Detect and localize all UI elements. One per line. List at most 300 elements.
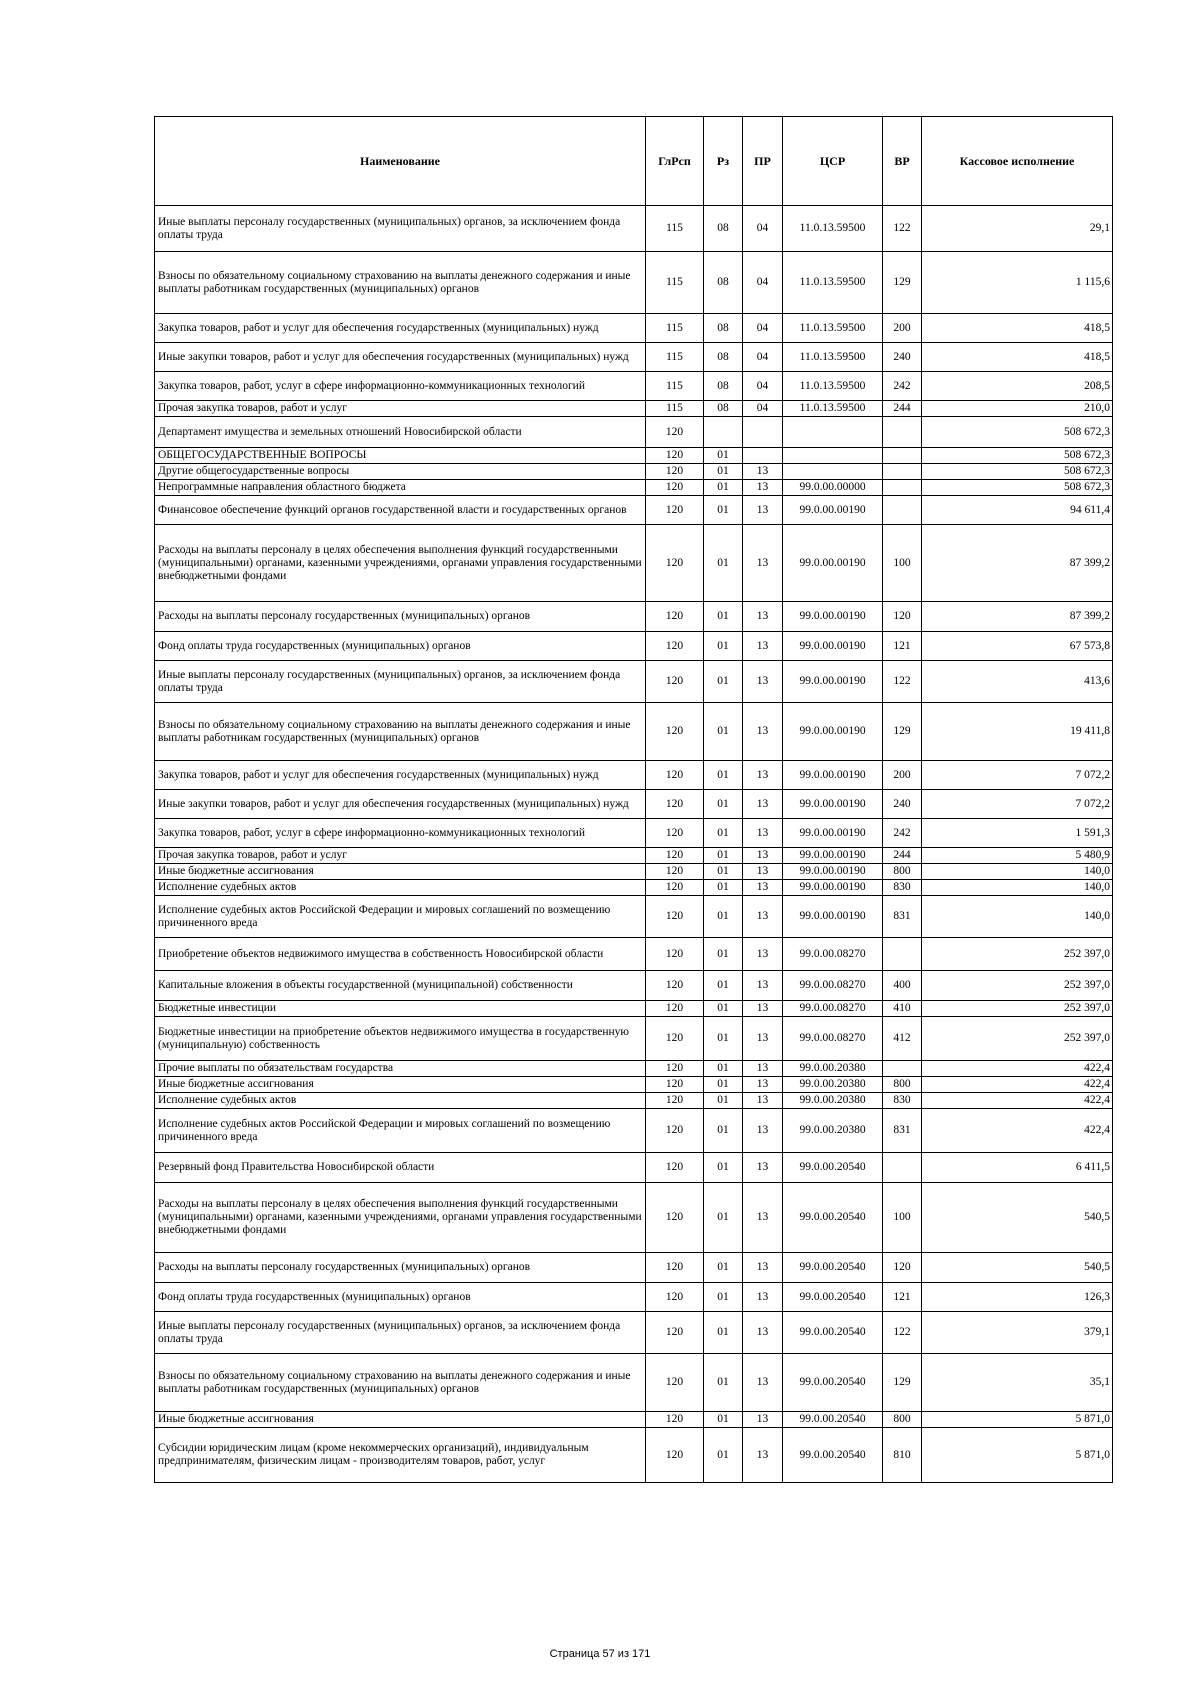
cell-amount: 140,0 — [922, 864, 1113, 880]
table-row — [155, 448, 1113, 464]
cell-glrsp: 115 — [646, 401, 704, 417]
cell-glrsp: 120 — [646, 1093, 704, 1109]
cell-vr — [883, 496, 922, 525]
table-row — [155, 1283, 1113, 1312]
table-row — [155, 401, 1113, 417]
table-row — [155, 1093, 1113, 1109]
cell-vr — [883, 448, 922, 464]
cell-amount: 208,5 — [922, 372, 1113, 401]
cell-vr — [883, 417, 922, 448]
table-row — [155, 1017, 1113, 1061]
cell-csr: 99.0.00.00190 — [783, 896, 883, 938]
cell-name: Иные выплаты персоналу государственных (муниципальных) органов, за исключением фонда оплаты труда — [155, 206, 646, 252]
cell-rz: 01 — [704, 1312, 743, 1354]
cell-rz: 01 — [704, 1061, 743, 1077]
table-row — [155, 1183, 1113, 1253]
cell-csr: 99.0.00.00190 — [783, 880, 883, 896]
cell-pr: 13 — [743, 864, 783, 880]
cell-rz: 01 — [704, 632, 743, 661]
table-row — [155, 703, 1113, 761]
cell-glrsp: 120 — [646, 496, 704, 525]
cell-rz: 01 — [704, 496, 743, 525]
cell-vr: 122 — [883, 661, 922, 703]
cell-pr: 13 — [743, 971, 783, 1001]
cell-pr: 13 — [743, 819, 783, 848]
cell-rz: 01 — [704, 1354, 743, 1412]
cell-name: Финансовое обеспечение функций органов государственной власти и государственных органов — [155, 496, 646, 525]
cell-vr: 200 — [883, 314, 922, 343]
cell-name: Капитальные вложения в объекты государственной (муниципальной) собственности — [155, 971, 646, 1001]
cell-pr: 13 — [743, 1061, 783, 1077]
cell-pr: 13 — [743, 525, 783, 602]
table-row — [155, 761, 1113, 790]
header-glrsp: ГлРсп — [646, 117, 704, 206]
cell-vr: 810 — [883, 1428, 922, 1483]
cell-rz: 01 — [704, 703, 743, 761]
cell-rz: 01 — [704, 1253, 743, 1283]
cell-csr: 99.0.00.08270 — [783, 971, 883, 1001]
cell-glrsp: 120 — [646, 819, 704, 848]
table-row — [155, 1354, 1113, 1412]
cell-amount: 540,5 — [922, 1253, 1113, 1283]
cell-rz: 01 — [704, 896, 743, 938]
cell-name: Фонд оплаты труда государственных (муниципальных) органов — [155, 1283, 646, 1312]
header-pr: ПР — [743, 117, 783, 206]
cell-amount: 5 871,0 — [922, 1428, 1113, 1483]
cell-amount: 252 397,0 — [922, 938, 1113, 971]
cell-rz: 01 — [704, 938, 743, 971]
cell-name: Приобретение объектов недвижимого имущества в собственность Новосибирской области — [155, 938, 646, 971]
cell-amount: 35,1 — [922, 1354, 1113, 1412]
cell-rz: 01 — [704, 1428, 743, 1483]
header-name: Наименование — [155, 117, 646, 206]
cell-rz: 08 — [704, 343, 743, 372]
cell-rz: 08 — [704, 401, 743, 417]
table-row — [155, 1109, 1113, 1153]
cell-vr: 240 — [883, 790, 922, 819]
cell-csr — [783, 448, 883, 464]
cell-glrsp: 120 — [646, 1017, 704, 1061]
table-row — [155, 496, 1113, 525]
cell-amount: 422,4 — [922, 1061, 1113, 1077]
cell-vr: 121 — [883, 632, 922, 661]
cell-csr — [783, 417, 883, 448]
cell-rz — [704, 417, 743, 448]
table-row — [155, 880, 1113, 896]
cell-csr: 99.0.00.00000 — [783, 480, 883, 496]
table-row — [155, 1253, 1113, 1283]
table-row — [155, 206, 1113, 252]
cell-rz: 01 — [704, 1283, 743, 1312]
cell-glrsp: 120 — [646, 1001, 704, 1017]
header-csr: ЦСР — [783, 117, 883, 206]
cell-amount: 508 672,3 — [922, 464, 1113, 480]
table-row — [155, 417, 1113, 448]
table-row — [155, 314, 1113, 343]
cell-name: Исполнение судебных актов — [155, 1093, 646, 1109]
cell-name: Непрограммные направления областного бюджета — [155, 480, 646, 496]
cell-amount: 418,5 — [922, 314, 1113, 343]
cell-amount: 19 411,8 — [922, 703, 1113, 761]
cell-rz: 01 — [704, 761, 743, 790]
cell-glrsp: 120 — [646, 1061, 704, 1077]
table-row — [155, 372, 1113, 401]
table-row — [155, 525, 1113, 602]
cell-name: Резервный фонд Правительства Новосибирской области — [155, 1153, 646, 1183]
cell-glrsp: 120 — [646, 632, 704, 661]
cell-glrsp: 120 — [646, 602, 704, 632]
cell-glrsp: 120 — [646, 1283, 704, 1312]
cell-name: Иные бюджетные ассигнования — [155, 1077, 646, 1093]
cell-glrsp: 120 — [646, 896, 704, 938]
cell-amount: 5 480,9 — [922, 848, 1113, 864]
cell-amount: 126,3 — [922, 1283, 1113, 1312]
table-row — [155, 480, 1113, 496]
cell-amount: 140,0 — [922, 896, 1113, 938]
cell-amount: 140,0 — [922, 880, 1113, 896]
cell-pr: 04 — [743, 401, 783, 417]
cell-rz: 01 — [704, 1077, 743, 1093]
cell-vr: 800 — [883, 864, 922, 880]
cell-csr: 99.0.00.20540 — [783, 1412, 883, 1428]
cell-name: Иные закупки товаров, работ и услуг для обеспечения государственных (муниципальных) нужд — [155, 343, 646, 372]
cell-name: Иные выплаты персоналу государственных (муниципальных) органов, за исключением фонда оплаты труда — [155, 1312, 646, 1354]
cell-pr: 13 — [743, 1109, 783, 1153]
cell-amount: 1 591,3 — [922, 819, 1113, 848]
header-cash-execution: Кассовое исполнение — [922, 117, 1113, 206]
cell-glrsp: 120 — [646, 880, 704, 896]
cell-csr: 99.0.00.08270 — [783, 1017, 883, 1061]
cell-vr: 244 — [883, 401, 922, 417]
cell-amount: 29,1 — [922, 206, 1113, 252]
cell-csr: 99.0.00.08270 — [783, 938, 883, 971]
cell-vr: 400 — [883, 971, 922, 1001]
cell-glrsp: 120 — [646, 464, 704, 480]
cell-name: Закупка товаров, работ, услуг в сфере информационно-коммуникационных технологий — [155, 372, 646, 401]
table-row — [155, 848, 1113, 864]
table-row — [155, 1061, 1113, 1077]
cell-csr: 99.0.00.00190 — [783, 525, 883, 602]
cell-name: Иные бюджетные ассигнования — [155, 1412, 646, 1428]
cell-name: Расходы на выплаты персоналу в целях обеспечения выполнения функций государственными (муниципальными) органами, казенными учреждениями, органами управления государственными внебюджетными фондами — [155, 525, 646, 602]
cell-vr: 412 — [883, 1017, 922, 1061]
cell-pr: 13 — [743, 1312, 783, 1354]
cell-csr: 99.0.00.20540 — [783, 1312, 883, 1354]
cell-amount: 422,4 — [922, 1109, 1113, 1153]
cell-csr: 99.0.00.20380 — [783, 1061, 883, 1077]
cell-csr: 99.0.00.00190 — [783, 790, 883, 819]
cell-name: Бюджетные инвестиции — [155, 1001, 646, 1017]
table-row — [155, 602, 1113, 632]
cell-vr: 200 — [883, 761, 922, 790]
cell-csr: 99.0.00.00190 — [783, 632, 883, 661]
cell-glrsp: 115 — [646, 314, 704, 343]
cell-name: Расходы на выплаты персоналу государственных (муниципальных) органов — [155, 1253, 646, 1283]
cell-csr: 99.0.00.00190 — [783, 819, 883, 848]
cell-glrsp: 120 — [646, 1412, 704, 1428]
cell-pr: 13 — [743, 661, 783, 703]
cell-vr: 240 — [883, 343, 922, 372]
cell-pr — [743, 417, 783, 448]
cell-vr: 800 — [883, 1412, 922, 1428]
cell-vr — [883, 938, 922, 971]
cell-amount: 252 397,0 — [922, 1017, 1113, 1061]
cell-amount: 94 611,4 — [922, 496, 1113, 525]
cell-rz: 08 — [704, 252, 743, 314]
cell-amount: 5 871,0 — [922, 1412, 1113, 1428]
cell-csr: 99.0.00.20380 — [783, 1093, 883, 1109]
cell-vr — [883, 1153, 922, 1183]
cell-name: Исполнение судебных актов Российской Федерации и мировых соглашений по возмещению причиненного вреда — [155, 896, 646, 938]
cell-csr: 11.0.13.59500 — [783, 206, 883, 252]
table-row — [155, 1153, 1113, 1183]
cell-pr: 04 — [743, 343, 783, 372]
cell-csr — [783, 464, 883, 480]
cell-glrsp: 120 — [646, 525, 704, 602]
cell-csr: 99.0.00.20540 — [783, 1283, 883, 1312]
cell-vr: 100 — [883, 525, 922, 602]
cell-amount: 418,5 — [922, 343, 1113, 372]
cell-glrsp: 115 — [646, 206, 704, 252]
cell-vr: 830 — [883, 1093, 922, 1109]
cell-glrsp: 120 — [646, 448, 704, 464]
cell-name: Департамент имущества и земельных отношений Новосибирской области — [155, 417, 646, 448]
cell-csr: 99.0.00.00190 — [783, 848, 883, 864]
header-rz: Рз — [704, 117, 743, 206]
cell-amount: 508 672,3 — [922, 448, 1113, 464]
cell-amount: 508 672,3 — [922, 417, 1113, 448]
cell-pr: 13 — [743, 602, 783, 632]
cell-vr: 129 — [883, 1354, 922, 1412]
cell-rz: 01 — [704, 880, 743, 896]
cell-vr: 129 — [883, 252, 922, 314]
cell-name: Закупка товаров, работ и услуг для обеспечения государственных (муниципальных) нужд — [155, 761, 646, 790]
cell-glrsp: 120 — [646, 761, 704, 790]
cell-pr: 04 — [743, 372, 783, 401]
cell-pr: 13 — [743, 938, 783, 971]
cell-pr: 13 — [743, 1183, 783, 1253]
cell-glrsp: 120 — [646, 1077, 704, 1093]
cell-pr: 13 — [743, 1153, 783, 1183]
cell-rz: 01 — [704, 1017, 743, 1061]
cell-vr: 830 — [883, 880, 922, 896]
cell-pr: 13 — [743, 464, 783, 480]
table-row — [155, 632, 1113, 661]
budget-execution-table — [154, 116, 1113, 1483]
cell-csr: 11.0.13.59500 — [783, 314, 883, 343]
cell-rz: 01 — [704, 971, 743, 1001]
cell-rz: 01 — [704, 1153, 743, 1183]
cell-glrsp: 120 — [646, 938, 704, 971]
cell-pr: 13 — [743, 761, 783, 790]
cell-name: Исполнение судебных актов Российской Федерации и мировых соглашений по возмещению причиненного вреда — [155, 1109, 646, 1153]
cell-csr: 99.0.00.00190 — [783, 496, 883, 525]
cell-pr: 13 — [743, 496, 783, 525]
cell-pr — [743, 448, 783, 464]
cell-pr: 13 — [743, 1253, 783, 1283]
cell-rz: 01 — [704, 448, 743, 464]
cell-glrsp: 120 — [646, 480, 704, 496]
cell-rz: 01 — [704, 1412, 743, 1428]
table-row — [155, 971, 1113, 1001]
cell-vr: 122 — [883, 1312, 922, 1354]
cell-glrsp: 120 — [646, 1153, 704, 1183]
cell-glrsp: 120 — [646, 864, 704, 880]
cell-vr: 120 — [883, 1253, 922, 1283]
page-number: Страница 57 из 171 — [549, 1648, 651, 1660]
cell-pr: 13 — [743, 1428, 783, 1483]
cell-amount: 87 399,2 — [922, 525, 1113, 602]
cell-vr: 122 — [883, 206, 922, 252]
cell-glrsp: 120 — [646, 1183, 704, 1253]
table-row — [155, 1077, 1113, 1093]
cell-glrsp: 115 — [646, 372, 704, 401]
cell-name: Бюджетные инвестиции на приобретение объектов недвижимого имущества в государственную (муниципальную) собственность — [155, 1017, 646, 1061]
cell-amount: 508 672,3 — [922, 480, 1113, 496]
cell-glrsp: 120 — [646, 971, 704, 1001]
cell-name: Расходы на выплаты персоналу в целях обеспечения выполнения функций государственными (муниципальными) органами, казенными учреждениями, органами управления государственными внебюджетными фондами — [155, 1183, 646, 1253]
cell-rz: 01 — [704, 1109, 743, 1153]
cell-csr: 99.0.00.20540 — [783, 1153, 883, 1183]
cell-name: Расходы на выплаты персоналу государственных (муниципальных) органов — [155, 602, 646, 632]
cell-csr: 99.0.00.20380 — [783, 1077, 883, 1093]
cell-glrsp: 120 — [646, 661, 704, 703]
cell-csr: 99.0.00.00190 — [783, 864, 883, 880]
cell-name: Взносы по обязательному социальному страхованию на выплаты денежного содержания и иные выплаты работникам государственных (муниципальных) органов — [155, 703, 646, 761]
cell-amount: 1 115,6 — [922, 252, 1113, 314]
cell-amount: 7 072,2 — [922, 761, 1113, 790]
cell-vr: 120 — [883, 602, 922, 632]
cell-csr: 99.0.00.00190 — [783, 661, 883, 703]
cell-vr: 242 — [883, 372, 922, 401]
cell-vr: 129 — [883, 703, 922, 761]
cell-amount: 379,1 — [922, 1312, 1113, 1354]
table-row — [155, 1001, 1113, 1017]
cell-rz: 01 — [704, 602, 743, 632]
table-row — [155, 819, 1113, 848]
cell-glrsp: 120 — [646, 1253, 704, 1283]
cell-pr: 13 — [743, 480, 783, 496]
cell-pr: 13 — [743, 880, 783, 896]
table-row — [155, 1428, 1113, 1483]
cell-rz: 08 — [704, 314, 743, 343]
cell-csr: 11.0.13.59500 — [783, 252, 883, 314]
cell-pr: 13 — [743, 1412, 783, 1428]
cell-amount: 252 397,0 — [922, 971, 1113, 1001]
cell-csr: 99.0.00.00190 — [783, 761, 883, 790]
cell-glrsp: 120 — [646, 417, 704, 448]
cell-amount: 87 399,2 — [922, 602, 1113, 632]
cell-vr: 831 — [883, 1109, 922, 1153]
cell-name: Исполнение судебных актов — [155, 880, 646, 896]
cell-vr: 242 — [883, 819, 922, 848]
cell-glrsp: 120 — [646, 1428, 704, 1483]
cell-glrsp: 120 — [646, 1312, 704, 1354]
cell-amount: 422,4 — [922, 1077, 1113, 1093]
cell-amount: 210,0 — [922, 401, 1113, 417]
cell-glrsp: 120 — [646, 703, 704, 761]
table-header-row — [155, 117, 1113, 206]
cell-csr: 11.0.13.59500 — [783, 401, 883, 417]
cell-rz: 01 — [704, 480, 743, 496]
cell-vr: 244 — [883, 848, 922, 864]
cell-glrsp: 120 — [646, 1109, 704, 1153]
cell-pr: 13 — [743, 1354, 783, 1412]
cell-csr: 99.0.00.20540 — [783, 1183, 883, 1253]
table-row — [155, 790, 1113, 819]
cell-csr: 11.0.13.59500 — [783, 343, 883, 372]
cell-rz: 01 — [704, 1001, 743, 1017]
cell-amount: 252 397,0 — [922, 1001, 1113, 1017]
table-row — [155, 1412, 1113, 1428]
cell-csr: 99.0.00.20380 — [783, 1109, 883, 1153]
cell-rz: 01 — [704, 1183, 743, 1253]
table-row — [155, 938, 1113, 971]
cell-name: Закупка товаров, работ и услуг для обеспечения государственных (муниципальных) нужд — [155, 314, 646, 343]
cell-pr: 13 — [743, 1093, 783, 1109]
header-vr: ВР — [883, 117, 922, 206]
cell-rz: 01 — [704, 864, 743, 880]
cell-name: Фонд оплаты труда государственных (муниципальных) органов — [155, 632, 646, 661]
cell-name: Иные бюджетные ассигнования — [155, 864, 646, 880]
cell-glrsp: 120 — [646, 1354, 704, 1412]
cell-rz: 01 — [704, 819, 743, 848]
cell-vr: 800 — [883, 1077, 922, 1093]
cell-pr: 13 — [743, 632, 783, 661]
cell-pr: 13 — [743, 703, 783, 761]
cell-amount: 540,5 — [922, 1183, 1113, 1253]
cell-pr: 13 — [743, 848, 783, 864]
table-row — [155, 896, 1113, 938]
cell-pr: 13 — [743, 790, 783, 819]
cell-csr: 99.0.00.20540 — [783, 1253, 883, 1283]
cell-rz: 08 — [704, 206, 743, 252]
cell-vr — [883, 464, 922, 480]
cell-rz: 01 — [704, 1093, 743, 1109]
cell-amount: 6 411,5 — [922, 1153, 1113, 1183]
cell-rz: 08 — [704, 372, 743, 401]
cell-rz: 01 — [704, 848, 743, 864]
cell-pr: 13 — [743, 1001, 783, 1017]
cell-csr: 99.0.00.00190 — [783, 703, 883, 761]
cell-name: Иные выплаты персоналу государственных (муниципальных) органов, за исключением фонда оплаты труда — [155, 661, 646, 703]
cell-name: Взносы по обязательному социальному страхованию на выплаты денежного содержания и иные выплаты работникам государственных (муниципальных) органов — [155, 252, 646, 314]
cell-name: Иные закупки товаров, работ и услуг для обеспечения государственных (муниципальных) нужд — [155, 790, 646, 819]
cell-name: Прочая закупка товаров, работ и услуг — [155, 401, 646, 417]
cell-vr — [883, 480, 922, 496]
cell-name: Взносы по обязательному социальному страхованию на выплаты денежного содержания и иные выплаты работникам государственных (муниципальных) органов — [155, 1354, 646, 1412]
table-row — [155, 252, 1113, 314]
cell-csr: 99.0.00.20540 — [783, 1428, 883, 1483]
cell-vr — [883, 1061, 922, 1077]
cell-glrsp: 120 — [646, 848, 704, 864]
cell-csr: 11.0.13.59500 — [783, 372, 883, 401]
cell-name: Прочая закупка товаров, работ и услуг — [155, 848, 646, 864]
cell-amount: 67 573,8 — [922, 632, 1113, 661]
cell-pr: 13 — [743, 896, 783, 938]
cell-pr: 04 — [743, 314, 783, 343]
cell-pr: 04 — [743, 252, 783, 314]
cell-vr: 121 — [883, 1283, 922, 1312]
cell-glrsp: 115 — [646, 252, 704, 314]
table-row — [155, 864, 1113, 880]
cell-csr: 99.0.00.00190 — [783, 602, 883, 632]
cell-amount: 413,6 — [922, 661, 1113, 703]
cell-csr: 99.0.00.20540 — [783, 1354, 883, 1412]
cell-name: Закупка товаров, работ, услуг в сфере информационно-коммуникационных технологий — [155, 819, 646, 848]
table-row — [155, 1312, 1113, 1354]
cell-glrsp: 115 — [646, 343, 704, 372]
